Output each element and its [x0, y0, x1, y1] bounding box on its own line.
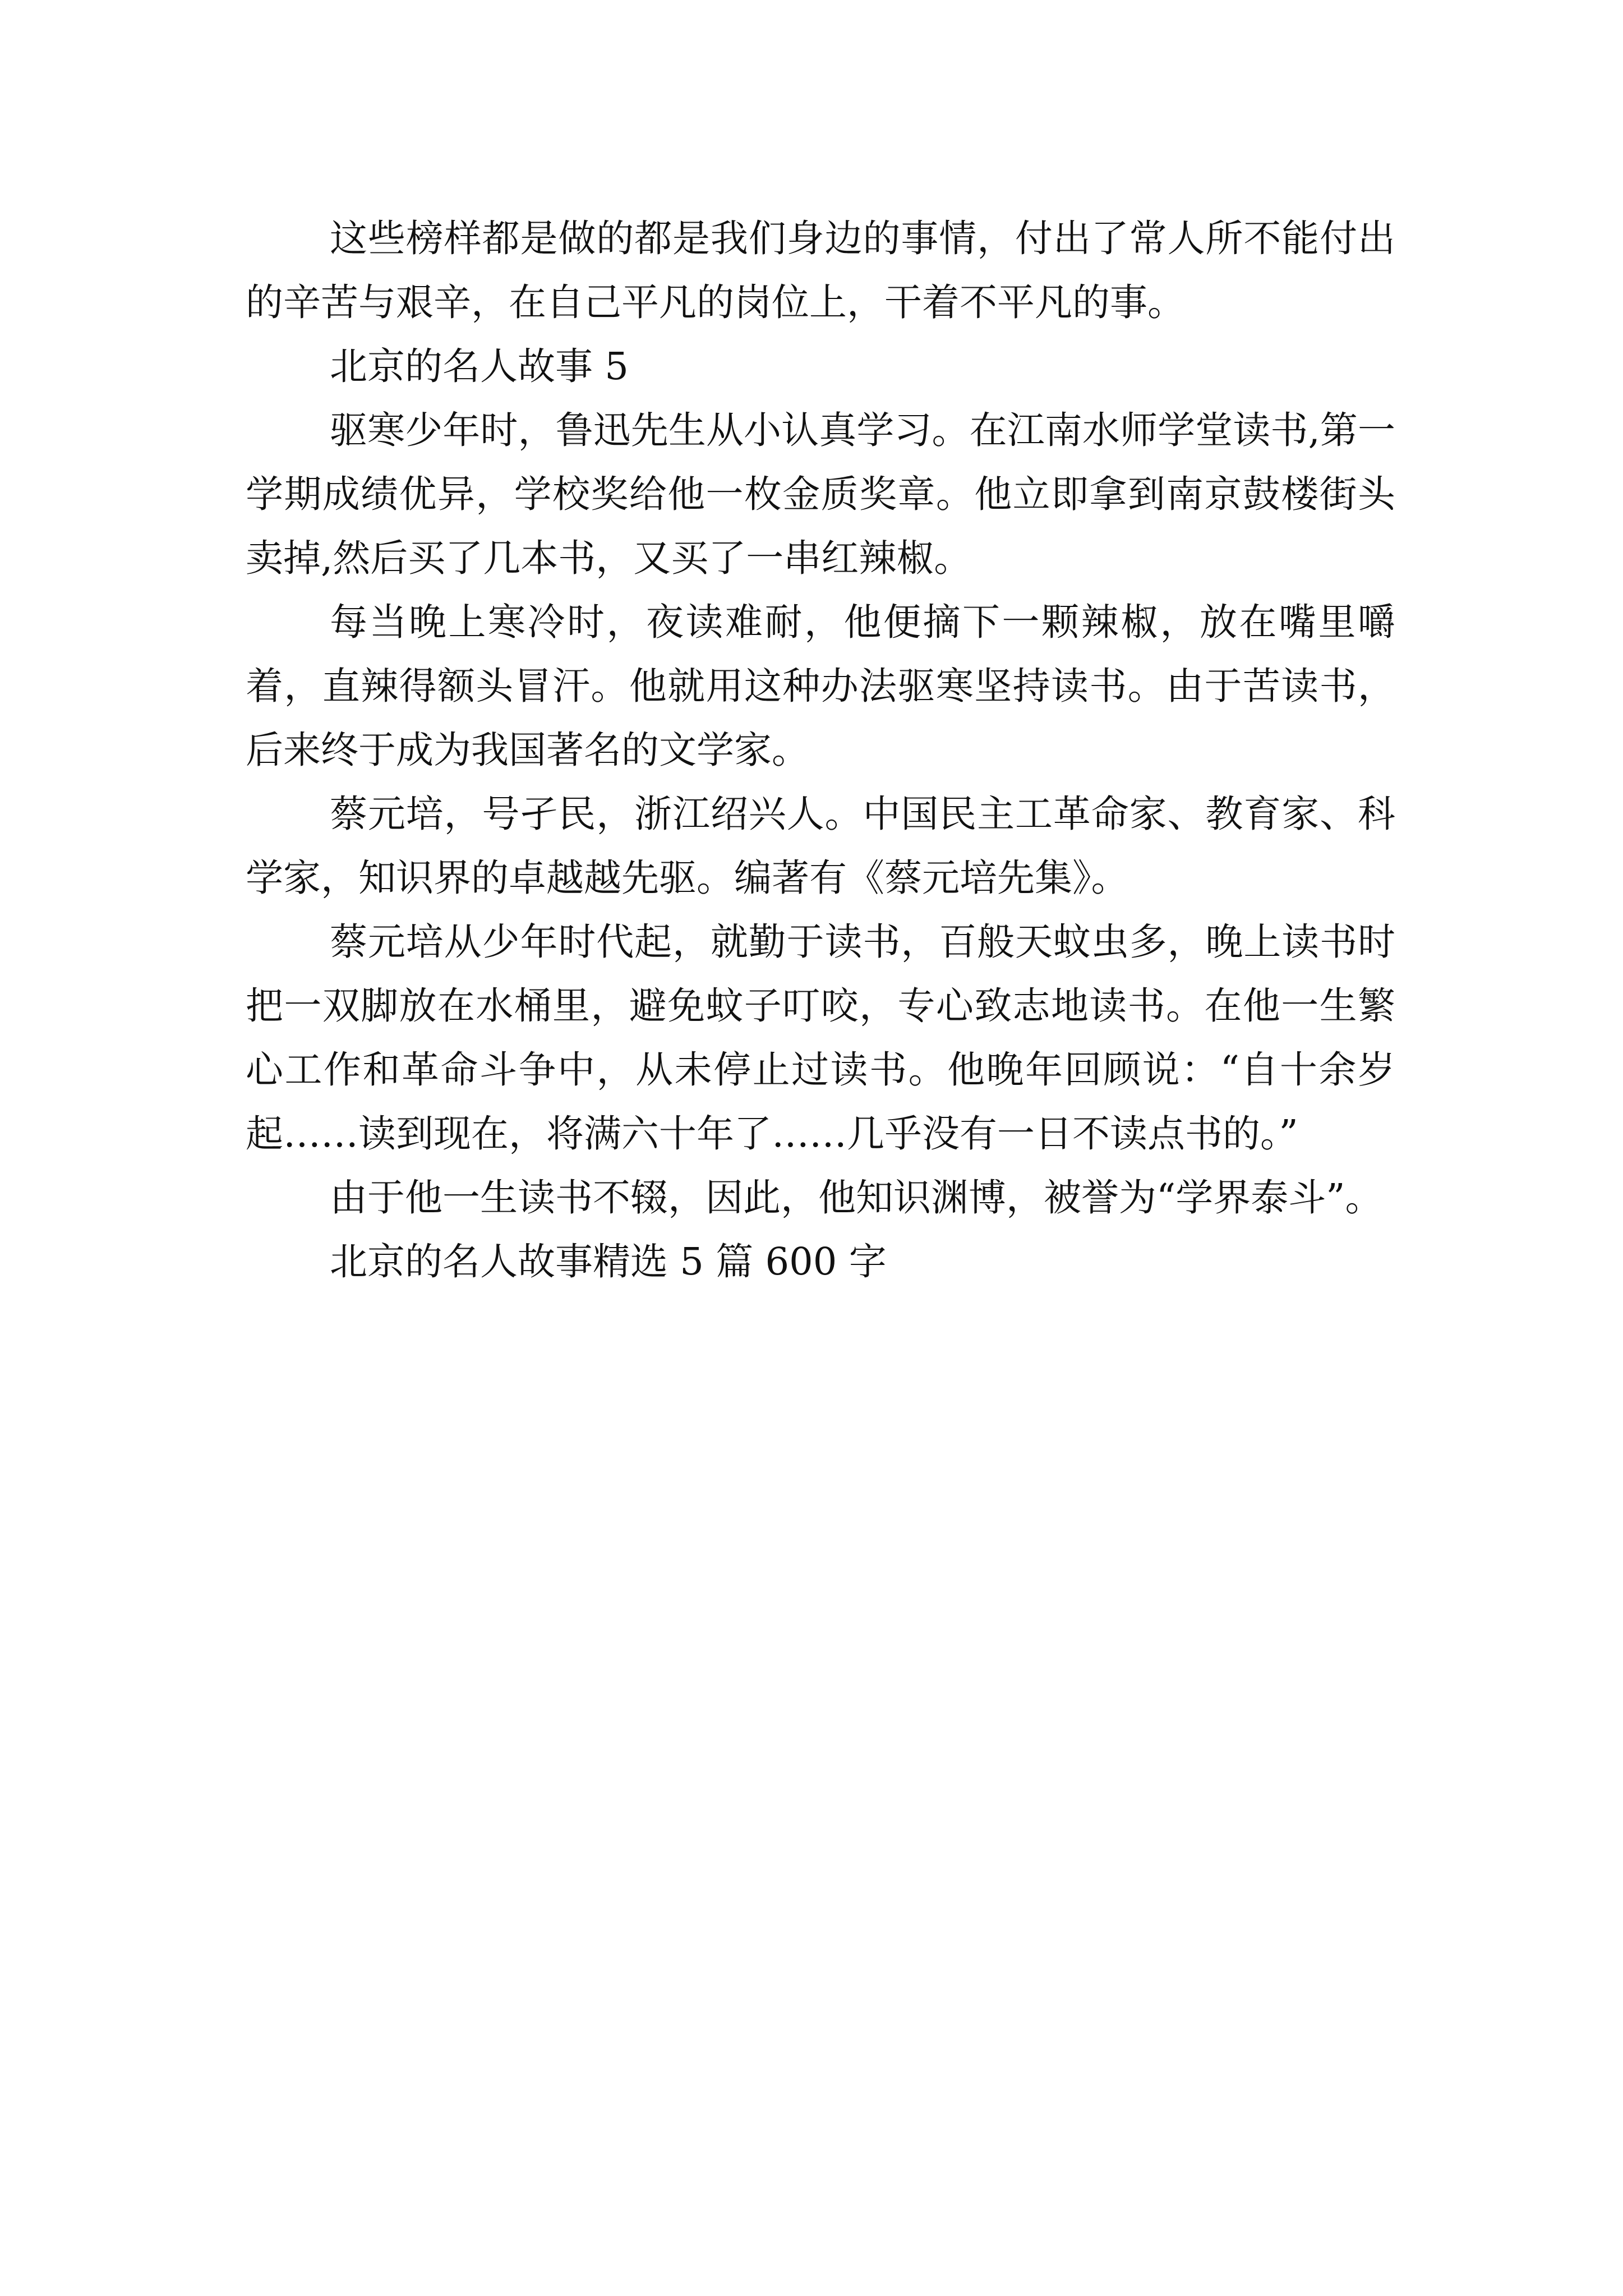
document-body: [246, 206, 1395, 1294]
paragraph-lu-xun-chili: 每当晚上寒冷时，夜读难耐，他便摘下一颗辣椒，放在嘴里嚼着，直辣得额头冒汗。他就用这种办法驱寒坚持读书。由于苦读书，后来终于成为我国著名的文学家。: [246, 600, 1395, 772]
paragraph-cai-yuanpei-reading: 蔡元培从少年时代起，就勤于读书，百般天蚊虫多，晚上读书时把一双脚放在水桶里，避免蚊子叮咬，专心致志地读书。在他一生繁心工作和革命斗争中，从未停止过读书。他晚年回顾说：“自十余岁起……读到现在，将满六十年了……几乎没有一日不读点书的。”: [246, 920, 1395, 1156]
section-heading-story-5: 北京的名人故事 5: [330, 344, 629, 388]
paragraph-role-models: 这些榜样都是做的都是我们身边的事情，付出了常人所不能付出的辛苦与艰辛，在自己平凡的岗位上，干着不平凡的事。: [246, 217, 1395, 324]
paragraph-cai-yuanpei-honor: 由于他一生读书不辍，因此，他知识渊博，被誉为“学界泰斗”。: [330, 1176, 1383, 1220]
paragraph-cai-yuanpei-intro: 蔡元培，号孑民，浙江绍兴人。中国民主工革命家、教育家、科学家，知识界的卓越越先驱。编著有《蔡元培先集》。: [246, 792, 1395, 900]
paragraph-lu-xun-youth: 驱寒少年时，鲁迅先生从小认真学习。在江南水师学堂读书,第一学期成绩优异，学校奖给他一枚金质奖章。他立即拿到南京鼓楼街头卖掉,然后买了几本书，又买了一串红辣椒。: [246, 408, 1395, 580]
document-closing-title: 北京的名人故事精选 5 篇 600 字: [330, 1240, 887, 1283]
